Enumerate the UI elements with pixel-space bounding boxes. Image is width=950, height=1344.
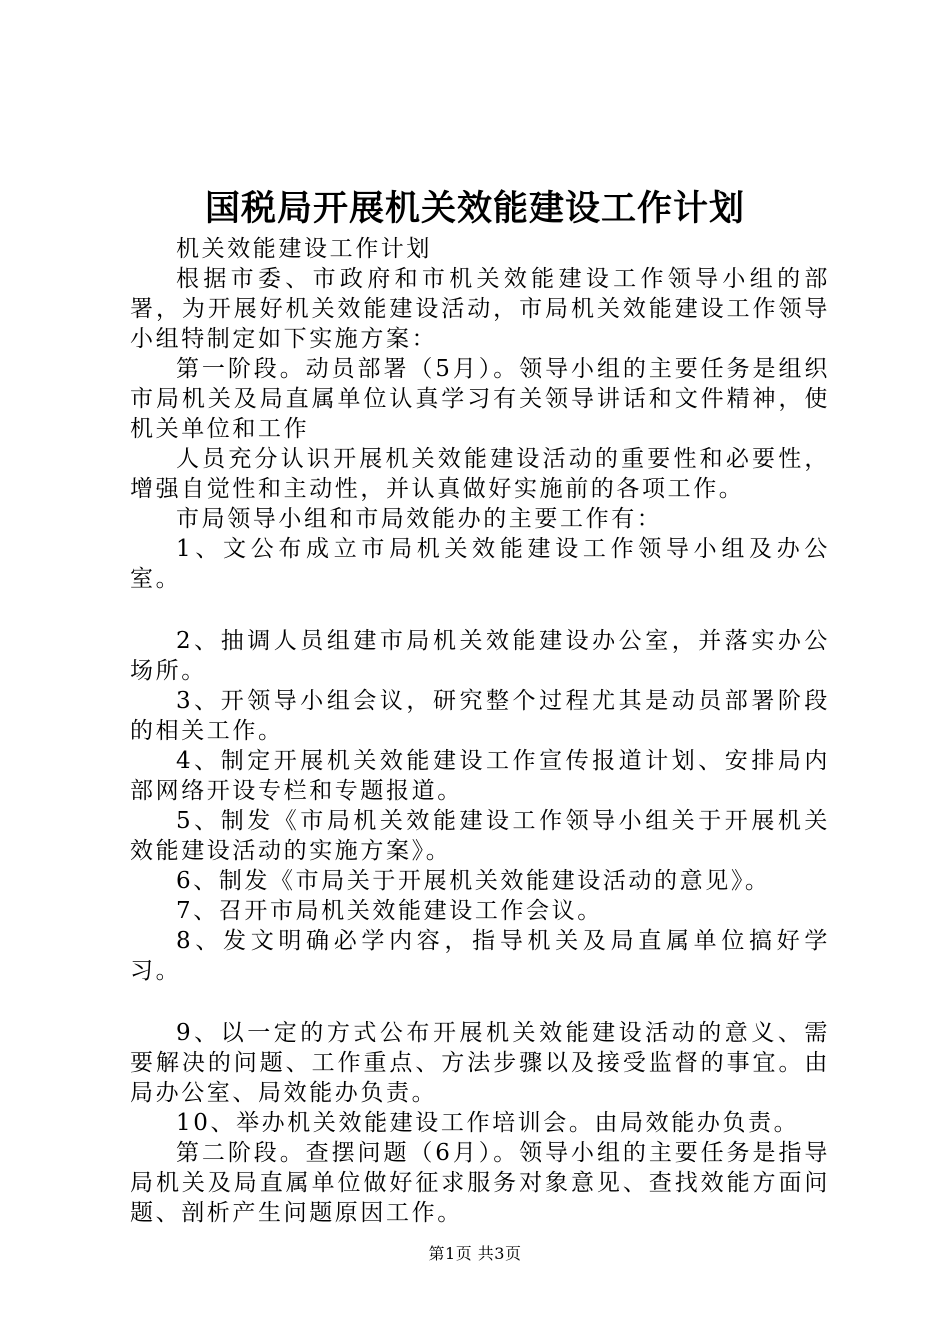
paragraph-intro: 根据市委、市政府和市机关效能建设工作领导小组的部署，为开展好机关效能建设活动，市局机关效能建设工作领导小组特制定如下实施方案： bbox=[130, 266, 830, 352]
paragraph-phase-one-cont: 人员充分认识开展机关效能建设活动的重要性和必要性，增强自觉性和主动性，并认真做好实施前的各项工作。 bbox=[130, 446, 830, 502]
list-item-2: 2、抽调人员组建市局机关效能建设办公室，并落实办公场所。 bbox=[130, 628, 830, 684]
document-title: 国税局开展机关效能建设工作计划 bbox=[204, 188, 745, 229]
paragraph-phase-two: 第二阶段。查摆问题（6月）。领导小组的主要任务是指导局机关及局直属单位做好征求服务对象意见、查找效能方面问题、剖析产生问题原因工作。 bbox=[130, 1140, 830, 1226]
list-item-1: 1、文公布成立市局机关效能建设工作领导小组及办公室。 bbox=[130, 536, 830, 592]
list-item-3: 3、开领导小组会议，研究整个过程尤其是动员部署阶段的相关工作。 bbox=[130, 688, 830, 744]
paragraph-main-tasks: 市局领导小组和市局效能办的主要工作有： bbox=[176, 506, 663, 532]
document-body bbox=[130, 234, 830, 1228]
list-item-7: 7、召开市局机关效能建设工作会议。 bbox=[176, 898, 603, 924]
paragraph-phase-one: 第一阶段。动员部署（5月）。领导小组的主要任务是组织市局机关及局直属单位认真学习有关领导讲话和文件精神，使机关单位和工作 bbox=[130, 356, 830, 442]
page-number-footer: 第1页 共3页 bbox=[428, 1244, 522, 1263]
list-item-8: 8、发文明确必学内容，指导机关及局直属单位搞好学习。 bbox=[130, 928, 830, 984]
list-item-4: 4、制定开展机关效能建设工作宣传报道计划、安排局内部网络开设专栏和专题报道。 bbox=[130, 748, 830, 804]
list-item-10: 10、举办机关效能建设工作培训会。由局效能办负责。 bbox=[176, 1110, 800, 1136]
list-item-6: 6、制发《市局关于开展机关效能建设活动的意见》。 bbox=[176, 868, 771, 894]
list-item-5: 5、制发《市局机关效能建设工作领导小组关于开展机关效能建设活动的实施方案》。 bbox=[130, 808, 830, 864]
paragraph-subtitle: 机关效能建设工作计划 bbox=[176, 236, 432, 262]
list-item-9: 9、以一定的方式公布开展机关效能建设活动的意义、需要解决的问题、工作重点、方法步骤以及接受监督的事宜。由局办公室、局效能办负责。 bbox=[130, 1020, 830, 1106]
